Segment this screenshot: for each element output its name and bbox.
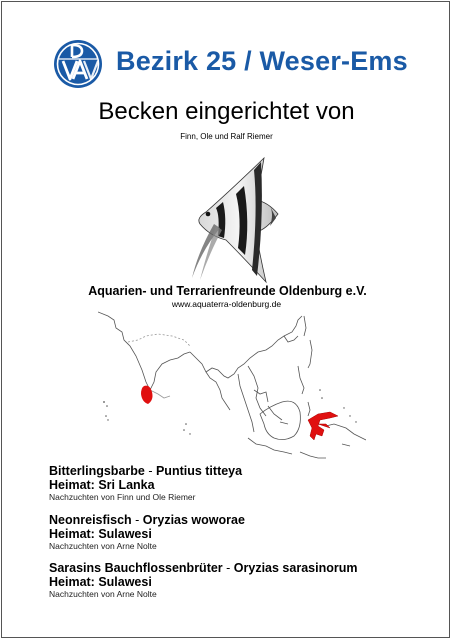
authors-line: Finn, Ole und Ralf Riemer: [180, 132, 273, 141]
species-home: Heimat: Sulawesi: [49, 527, 152, 541]
species-entry: [49, 561, 439, 600]
asia-map: [98, 306, 366, 466]
species-home: Heimat: Sri Lanka: [49, 478, 155, 492]
species-common-name: Bitterlingsbarbe: [49, 464, 145, 478]
species-breeders: Nachzuchten von Arne Nolte: [49, 589, 157, 599]
species-common-name: Sarasins Bauchflossenbrüter: [49, 561, 223, 575]
species-scientific-name: Oryzias woworae: [142, 513, 245, 527]
species-home: Heimat: Sulawesi: [49, 575, 152, 589]
club-website: www.aquaterra-oldenburg.de: [171, 299, 282, 309]
species-scientific-name: Oryzias sarasinorum: [233, 561, 358, 575]
species-title: Sarasins Bauchflossenbrüter - Oryzias sarasinorum: [49, 561, 358, 575]
page-title: Becken eingerichtet von: [98, 98, 355, 125]
species-common-name: Neonreisfisch: [49, 513, 132, 527]
sulawesi-highlight: [308, 412, 338, 440]
club-name: Aquarien- und Terrarienfreunde Oldenburg e.V.: [88, 284, 367, 298]
species-breeders: Nachzuchten von Finn und Ole Riemer: [49, 492, 196, 502]
poster-page: [1, 1, 450, 638]
species-breeders: Nachzuchten von Arne Nolte: [49, 541, 157, 551]
species-scientific-name: Puntius titteya: [155, 464, 243, 478]
vda-logo: [53, 39, 103, 89]
species-title: Bitterlingsbarbe - Puntius titteya: [49, 464, 243, 478]
district-title: Bezirk 25 / Weser-Ems: [116, 46, 408, 76]
angelfish-illustration: [186, 152, 292, 284]
species-entry: [49, 513, 439, 552]
species-title: Neonreisfisch - Oryzias woworae: [49, 513, 245, 527]
species-entry: [49, 464, 439, 503]
